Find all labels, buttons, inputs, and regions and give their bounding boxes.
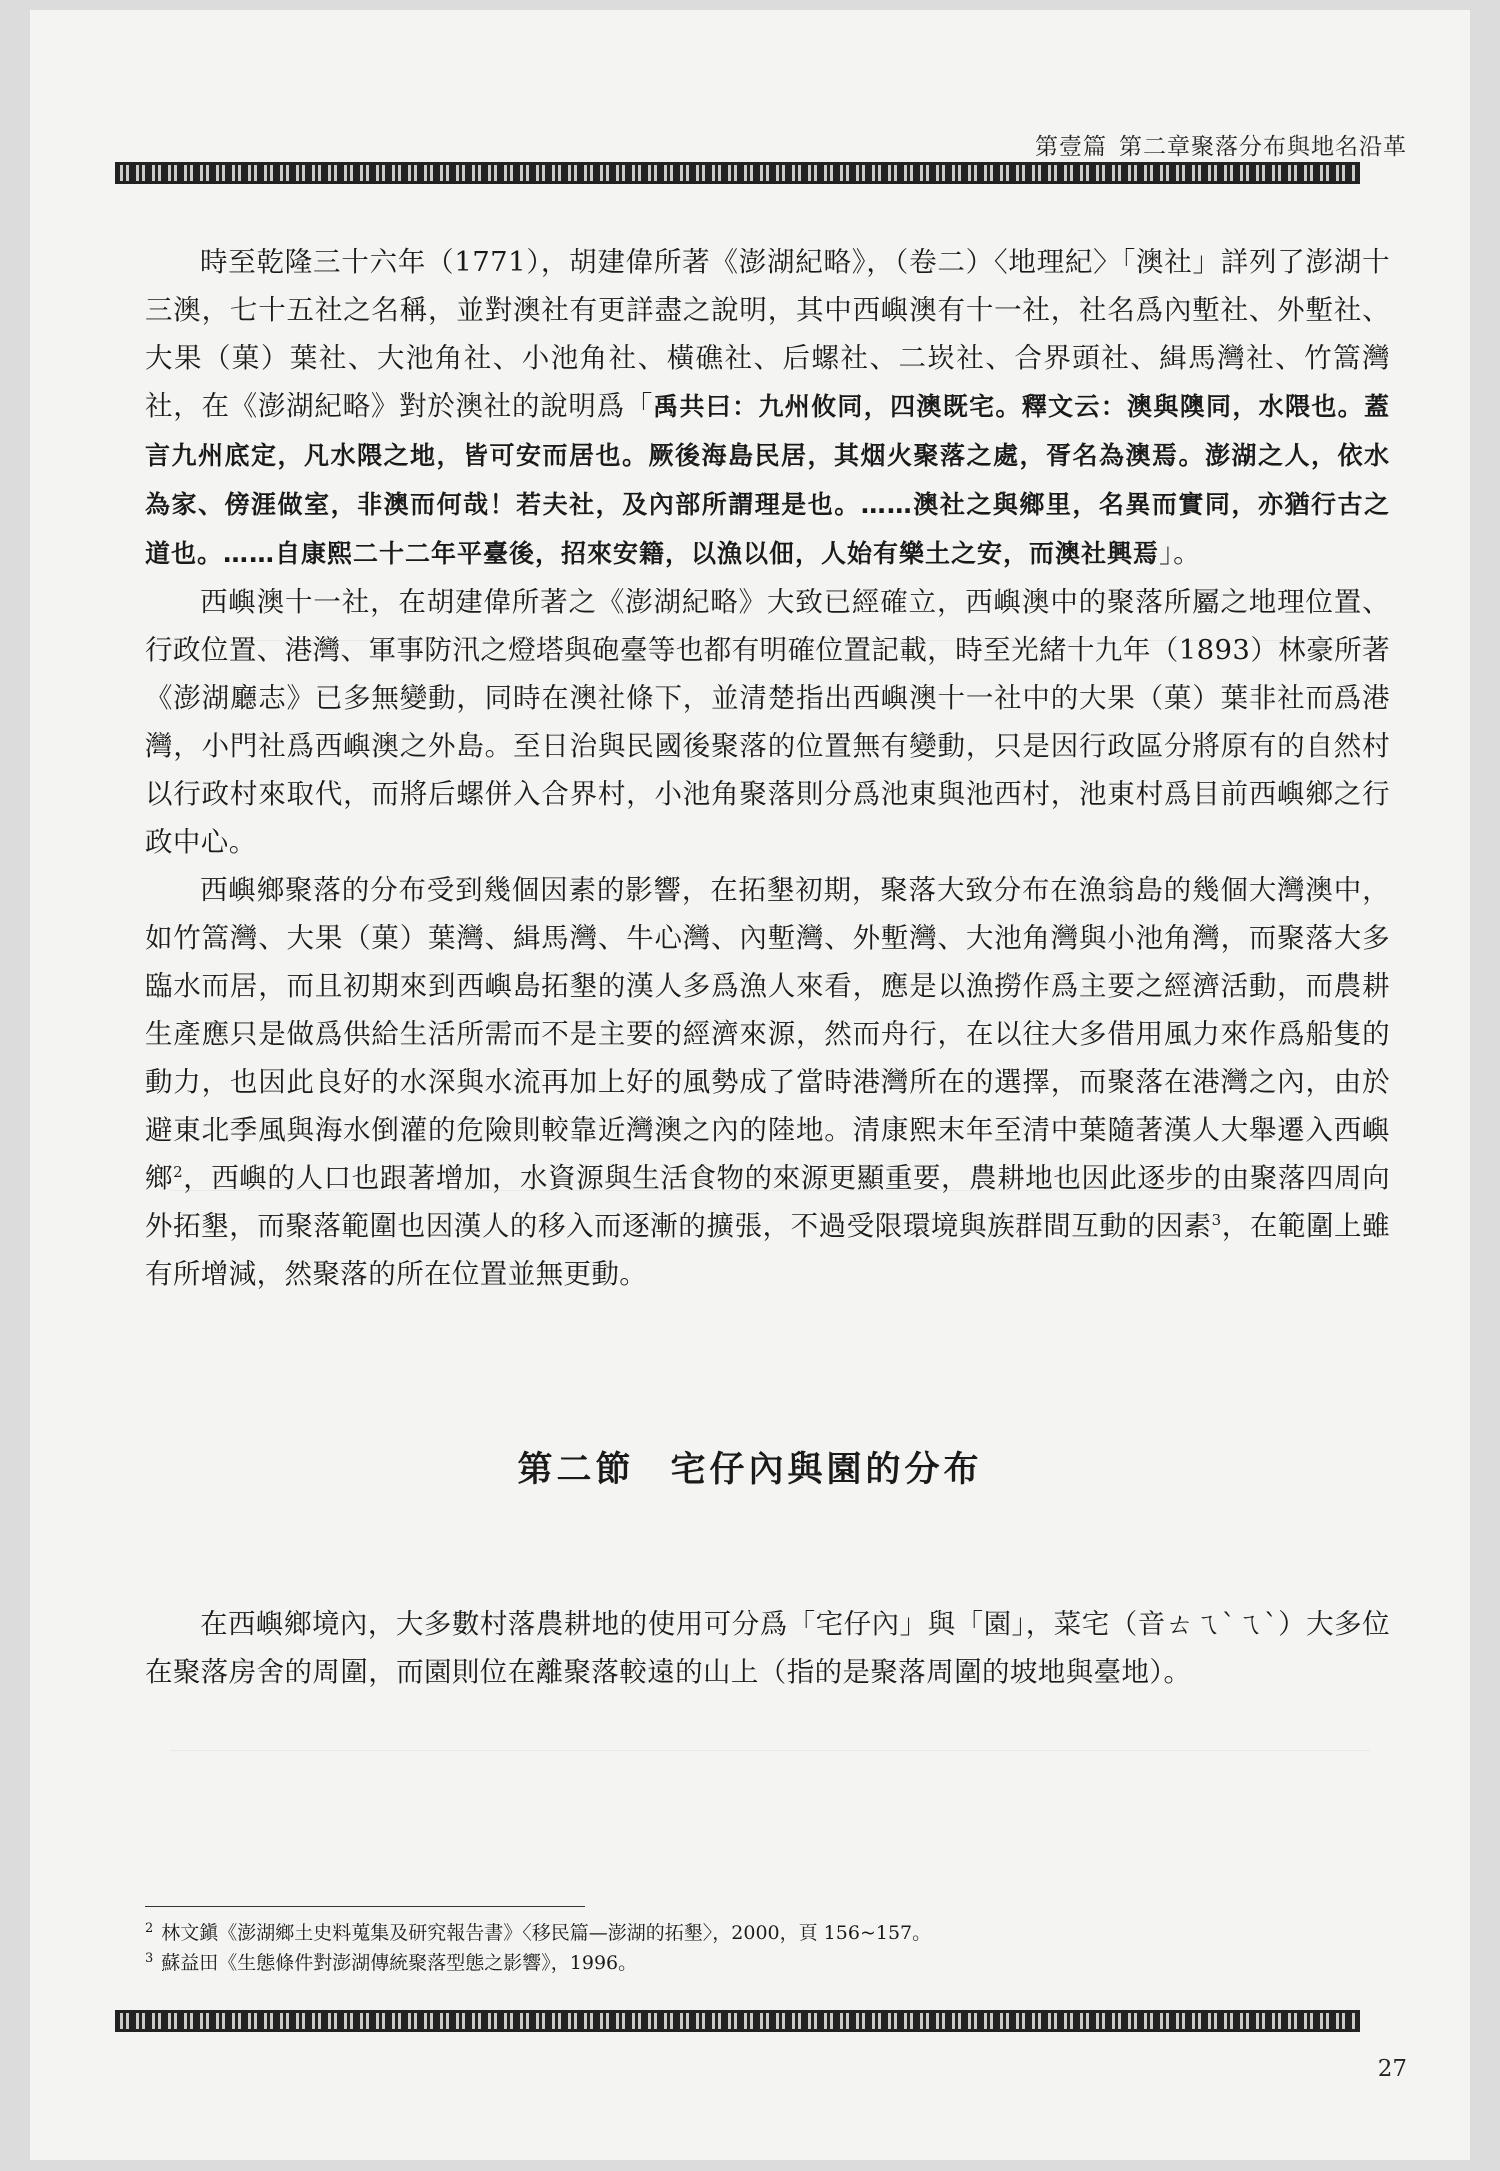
- header-chapter: 第二章聚落分布與地名沿革: [1119, 134, 1407, 160]
- classical-quotation: 禹共曰：九州攸同，四澳既宅。釋文云：澳與隩同，水隈也。蓋言九州底定，凡水隈之地，皆可安而居也。厥後海島民居，其烟火聚落之處，胥名為澳焉。澎湖之人，依水為家、傍涯做室，非澳而何哉！若夫社，及內部所謂理是也。……澳社之與鄉里，名異而實同，亦猶行古之道也。……自康熙二十二年平臺後，招來安籍，以漁以佃，人始有樂土之安，而澳社興焉: [145, 392, 1390, 568]
- decorative-border-bottom: [115, 2010, 1360, 2032]
- paragraph-1: 時至乾隆三十六年（1771），胡建偉所著《澎湖紀略》，（卷二）〈地理紀〉「澳社」詳列了澎湖十三澳，七十五社之名稱，並對澳社有更詳盡之說明，其中西嶼澳有十一社，社名爲內塹社、外塹社、大果（菓）葉社、大池角社、小池角社、橫礁社、后螺社、二崁社、合界頭社、緝馬灣社、竹篙灣社，在《澎湖紀略》對於澳社的說明爲「禹共曰：九州攸同，四澳既宅。釋文云：澳與隩同，水隈也。蓋言九州底定，凡水隈之地，皆可安而居也。厥後海島民居，其烟火聚落之處，胥名為澳焉。澎湖之人，依水為家、傍涯做室，非澳而何哉！若夫社，及內部所謂理是也。……澳社之與鄉里，名異而實同，亦猶行古之道也。……自康熙二十二年平臺後，招來安籍，以漁以佃，人始有樂土之安，而澳社興焉」。: [145, 246, 1390, 569]
- page-number: 27: [1377, 2056, 1407, 2082]
- decorative-border-top: [115, 162, 1360, 184]
- running-header: [1035, 128, 1407, 161]
- footnote-2: $^2$ 林文鎭《澎湖鄉土史料蒐集及研究報告書》〈移民篇—澎湖的拓墾〉，2000，頁 156~157。: [145, 1920, 932, 1944]
- body-text-upper: [145, 238, 1390, 1298]
- header-part: 第壹篇: [1035, 134, 1107, 160]
- footnote-3: $^3$ 蘇益田《生態條件對澎湖傳統聚落型態之影響》，1996。: [145, 1950, 638, 1974]
- paragraph-3: 西嶼鄉聚落的分布受到幾個因素的影響，在拓墾初期，聚落大致分布在漁翁島的幾個大灣澳中，如竹篙灣、大果（菓）葉灣、緝馬灣、牛心灣、內塹灣、外塹灣、大池角灣與小池角灣，而聚落大多臨水而居，而且初期來到西嶼島拓墾的漢人多爲漁人來看，應是以漁撈作爲主要之經濟活動，而農耕生產應只是做爲供給生活所需而不是主要的經濟來源，然而舟行，在以往大多借用風力來作爲船隻的動力，也因此良好的水深與水流再加上好的風勢成了當時港灣所在的選擇，而聚落在港灣之內，由於避東北季風與海水倒灌的危險則較靠近灣澳之內的陸地。清康熙末年至清中葉隨著漢人大舉遷入西嶼鄉$^2$，西嶼的人口也跟著增加，水資源與生活食物的來源更顯重要，農耕地也因此逐步的由聚落四周向外拓墾，而聚落範圍也因漢人的移入而逐漸的擴張，不過受限環境與族群間互動的因素$^3$，在範圍上雖有所增減，然聚落的所在位置並無更動。: [145, 874, 1390, 1290]
- section-title: 宅仔內與園的分布: [670, 1450, 983, 1490]
- section-heading: [0, 1442, 1500, 1492]
- footnote-divider: [145, 1906, 585, 1907]
- footnote-ref-2: 2: [173, 1162, 184, 1181]
- paragraph-2: 西嶼澳十一社，在胡建偉所著之《澎湖紀略》大致已經確立，西嶼澳中的聚落所屬之地理位置、行政位置、港灣、軍事防汛之燈塔與砲臺等也都有明確位置記載，時至光緒十九年（1893）林豪所著《澎湖廳志》已多無變動，同時在澳社條下，並清楚指出西嶼澳十一社中的大果（菓）葉非社而爲港灣，小門社爲西嶼澳之外島。至日治與民國後聚落的位置無有變動，只是因行政區分將原有的自然村以行政村來取代，而將后螺併入合界村，小池角聚落則分爲池東與池西村，池東村爲目前西嶼鄉之行政中心。: [145, 586, 1390, 858]
- paragraph-4: 在西嶼鄉境內，大多數村落農耕地的使用可分爲「宅仔內」與「園」，菜宅（音ㄊㄟˋㄟˋ）大多位在聚落房舍的周圍，而園則位在離聚落較遠的山上（指的是聚落周圍的坡地與臺地）。: [145, 1608, 1390, 1688]
- footnote-ref-3: 3: [1211, 1210, 1222, 1229]
- section-number: 第二節: [517, 1450, 635, 1490]
- footnotes: [145, 1918, 1345, 1978]
- body-text-lower: [145, 1600, 1390, 1696]
